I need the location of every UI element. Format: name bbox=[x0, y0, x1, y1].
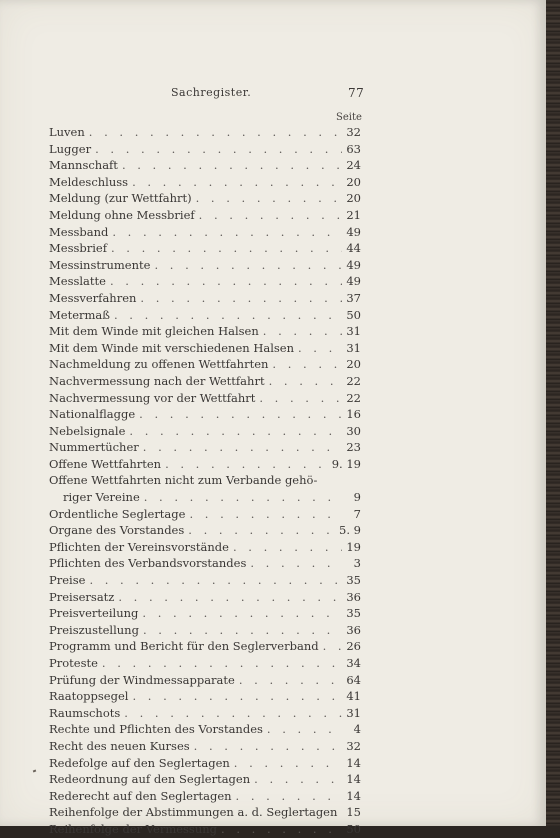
index-entry bbox=[49, 555, 361, 572]
entry-page: 63 bbox=[346, 141, 361, 156]
index-entry bbox=[49, 273, 361, 290]
index-entry bbox=[49, 224, 361, 241]
entry-page: 4 bbox=[353, 722, 361, 737]
entry-label: Redefolge auf den Seglertagen bbox=[49, 755, 230, 770]
entry-label: Meldung (zur Wettfahrt) bbox=[49, 191, 192, 206]
entry-page: 49 bbox=[346, 224, 361, 239]
entry-label: Preiszustellung bbox=[49, 622, 139, 637]
index-entries bbox=[49, 124, 361, 838]
entry-label: Programm und Bericht für den Seglerverband bbox=[49, 639, 319, 654]
entry-page: 30 bbox=[346, 423, 361, 438]
leader-dots bbox=[165, 456, 328, 473]
entry-label: Messbrief bbox=[49, 241, 107, 256]
entry-page: 16 bbox=[346, 407, 361, 422]
entry-label: Meldeschluss bbox=[49, 174, 129, 189]
entry-label: Raumschots bbox=[49, 705, 121, 720]
entry-page: 24 bbox=[346, 158, 361, 173]
entry-page: 49 bbox=[346, 257, 361, 272]
entry-label: Pflichten der Vereinsvorstände bbox=[49, 539, 229, 554]
leader-dots bbox=[250, 555, 343, 572]
leader-dots bbox=[129, 423, 342, 440]
index-entry bbox=[49, 340, 361, 357]
entry-label: Preise bbox=[49, 573, 86, 588]
leader-dots bbox=[259, 390, 342, 407]
leader-dots bbox=[267, 721, 343, 738]
entry-page: 34 bbox=[346, 656, 361, 670]
leader-dots bbox=[112, 224, 342, 241]
entry-page: 20 bbox=[346, 191, 361, 206]
index-entry bbox=[49, 456, 361, 473]
leader-dots bbox=[89, 572, 342, 589]
index-entry bbox=[49, 240, 361, 257]
entry-page: 14 bbox=[346, 772, 361, 787]
entry-label: Nachvermessung nach der Wettfahrt bbox=[49, 373, 265, 388]
entry-page: 32 bbox=[346, 738, 361, 753]
index-entry bbox=[49, 323, 361, 340]
entry-label: Lugger bbox=[49, 141, 92, 156]
index-entry bbox=[49, 688, 361, 705]
entry-page: 15 bbox=[346, 805, 361, 820]
entry-page: 50 bbox=[346, 821, 361, 836]
entry-page: 20 bbox=[346, 357, 361, 372]
index-entry bbox=[49, 406, 361, 423]
leader-dots bbox=[233, 539, 342, 556]
entry-page: 49 bbox=[346, 274, 361, 289]
entry-label: Reihenfolge der Abstimmungen a. d. Seglertagen bbox=[49, 805, 338, 820]
entry-label: Mit dem Winde mit verschiedenen Halsen bbox=[49, 340, 294, 355]
entry-label: Messband bbox=[49, 224, 109, 239]
index-entry bbox=[49, 788, 361, 805]
entry-page: 44 bbox=[346, 241, 361, 256]
entry-label: Proteste bbox=[49, 656, 98, 670]
index-entry bbox=[49, 705, 361, 722]
leader-dots bbox=[102, 655, 342, 672]
index-entry bbox=[49, 672, 361, 689]
entry-page: 19 bbox=[346, 539, 361, 554]
leader-dots bbox=[272, 356, 342, 373]
entry-page: 5. 9 bbox=[339, 523, 361, 538]
entry-label: Redeordnung auf den Seglertagen bbox=[49, 772, 251, 787]
entry-label: Messlatte bbox=[49, 274, 106, 289]
leader-dots bbox=[139, 406, 342, 423]
entry-page: 31 bbox=[346, 340, 361, 355]
entry-label: Nationalflagge bbox=[49, 407, 136, 422]
index-entry bbox=[49, 804, 361, 821]
entry-label: riger Vereine bbox=[63, 490, 140, 505]
index-entry bbox=[49, 539, 361, 556]
index-entry bbox=[49, 141, 361, 158]
entry-page: 26 bbox=[346, 639, 361, 654]
index-entry bbox=[49, 489, 361, 506]
leader-dots bbox=[132, 688, 342, 705]
leader-dots bbox=[122, 157, 342, 174]
entry-page: 23 bbox=[346, 440, 361, 455]
index-entry bbox=[49, 174, 361, 191]
leader-dots bbox=[140, 290, 342, 307]
entry-label: Organe des Vorstandes bbox=[49, 523, 185, 538]
leader-dots bbox=[254, 771, 342, 788]
leader-dots bbox=[124, 705, 342, 722]
entry-label: Preisverteilung bbox=[49, 606, 139, 621]
entry-page: 31 bbox=[346, 324, 361, 339]
entry-page: 3 bbox=[353, 556, 361, 571]
index-entry bbox=[49, 638, 361, 655]
entry-label: Prüfung der Windmessapparate bbox=[49, 672, 235, 687]
leader-dots bbox=[194, 738, 343, 755]
entry-label: Nummertücher bbox=[49, 440, 139, 455]
index-entry bbox=[49, 605, 361, 622]
entry-page: 50 bbox=[346, 307, 361, 322]
entry-page: 36 bbox=[346, 622, 361, 637]
index-entry bbox=[49, 390, 361, 407]
entry-page: 35 bbox=[346, 606, 361, 621]
book-spine-edge bbox=[546, 0, 560, 826]
entry-page: 21 bbox=[346, 207, 361, 222]
entry-page: 36 bbox=[346, 589, 361, 604]
entry-page: 7 bbox=[353, 506, 361, 521]
index-entry bbox=[49, 506, 361, 523]
entry-label: Offene Wettfahrten nicht zum Verbande gehö- bbox=[49, 473, 318, 488]
index-entry bbox=[49, 472, 361, 489]
leader-dots bbox=[89, 124, 343, 141]
index-entry bbox=[49, 257, 361, 274]
entry-page: 37 bbox=[346, 290, 361, 305]
leader-dots bbox=[269, 373, 343, 390]
entry-page: 31 bbox=[346, 705, 361, 720]
leader-dots bbox=[154, 257, 342, 274]
index-entry bbox=[49, 821, 361, 838]
leader-dots bbox=[196, 190, 343, 207]
entry-page: 14 bbox=[346, 755, 361, 770]
entry-label: Raatoppsegel bbox=[49, 689, 129, 704]
index-entry bbox=[49, 290, 361, 307]
entry-label: Rechte und Pflichten des Vorstandes bbox=[49, 722, 263, 737]
index-entry bbox=[49, 373, 361, 390]
entry-label: Nebelsignale bbox=[49, 423, 126, 438]
ink-speck bbox=[33, 770, 37, 773]
entry-label: Offene Wettfahrten bbox=[49, 456, 162, 471]
index-entry bbox=[49, 738, 361, 755]
entry-label: Mit dem Winde mit gleichen Halsen bbox=[49, 324, 259, 339]
leader-dots bbox=[118, 589, 342, 606]
entry-label: Recht des neuen Kurses bbox=[49, 738, 190, 753]
leader-dots bbox=[110, 273, 342, 290]
leader-dots bbox=[111, 240, 342, 257]
index-entry bbox=[49, 207, 361, 224]
leader-dots bbox=[143, 622, 342, 639]
leader-dots bbox=[234, 755, 343, 772]
index-entry bbox=[49, 622, 361, 639]
index-entry bbox=[49, 124, 361, 141]
entry-label: Mannschaft bbox=[49, 158, 118, 173]
leader-dots bbox=[263, 323, 343, 340]
entry-page: 35 bbox=[346, 573, 361, 588]
leader-dots bbox=[239, 672, 343, 689]
index-entry bbox=[49, 721, 361, 738]
index-entry bbox=[49, 356, 361, 373]
index-entry bbox=[49, 307, 361, 324]
index-entry bbox=[49, 755, 361, 772]
leader-dots bbox=[142, 605, 342, 622]
running-title: Sachregister. bbox=[171, 86, 252, 99]
leader-dots bbox=[323, 638, 343, 655]
entry-page: 14 bbox=[346, 788, 361, 803]
index-entry bbox=[49, 589, 361, 606]
entry-label: Preisersatz bbox=[49, 589, 115, 604]
index-entry bbox=[49, 423, 361, 440]
entry-label: Messverfahren bbox=[49, 290, 137, 305]
running-header bbox=[0, 86, 546, 106]
leader-dots bbox=[144, 489, 343, 506]
entry-label: Ordentliche Seglertage bbox=[49, 506, 186, 521]
index-entry bbox=[49, 439, 361, 456]
leader-dots bbox=[188, 522, 335, 539]
index-entry bbox=[49, 190, 361, 207]
entry-label: Metermaß bbox=[49, 307, 110, 322]
index-entry bbox=[49, 771, 361, 788]
entry-label: Pflichten des Verbandsvorstandes bbox=[49, 556, 247, 571]
leader-dots bbox=[221, 821, 342, 838]
entry-page: 20 bbox=[346, 174, 361, 189]
entry-page: 9 bbox=[353, 490, 361, 505]
entry-label: Meldung ohne Messbrief bbox=[49, 207, 195, 222]
entry-page: 9. 19 bbox=[331, 456, 361, 471]
index-entry bbox=[49, 522, 361, 539]
index-entry bbox=[49, 157, 361, 174]
leader-dots bbox=[95, 141, 342, 158]
leader-dots bbox=[236, 788, 343, 805]
entry-page: 64 bbox=[346, 672, 361, 687]
index-entry bbox=[49, 572, 361, 589]
page-number: 77 bbox=[348, 86, 365, 100]
index-entry bbox=[49, 655, 361, 672]
leader-dots bbox=[132, 174, 342, 191]
entry-label: Rederecht auf den Seglertagen bbox=[49, 788, 232, 803]
entry-page: 41 bbox=[346, 689, 361, 704]
entry-page: 22 bbox=[346, 373, 361, 388]
entry-page: 32 bbox=[346, 125, 361, 139]
entry-label: Reihenfolge der Vermessung bbox=[49, 821, 218, 836]
column-header-seite: Seite bbox=[336, 112, 362, 123]
leader-dots bbox=[114, 307, 342, 324]
leader-dots bbox=[199, 207, 343, 224]
leader-dots bbox=[189, 506, 343, 523]
leader-dots bbox=[298, 340, 342, 357]
entry-label: Messinstrumente bbox=[49, 257, 151, 272]
leader-dots bbox=[341, 804, 342, 821]
entry-label: Luven bbox=[49, 125, 85, 139]
entry-label: Nachvermessung vor der Wettfahrt bbox=[49, 390, 256, 405]
leader-dots bbox=[143, 439, 343, 456]
entry-label: Nachmeldung zu offenen Wettfahrten bbox=[49, 357, 269, 372]
entry-page: 22 bbox=[346, 390, 361, 405]
